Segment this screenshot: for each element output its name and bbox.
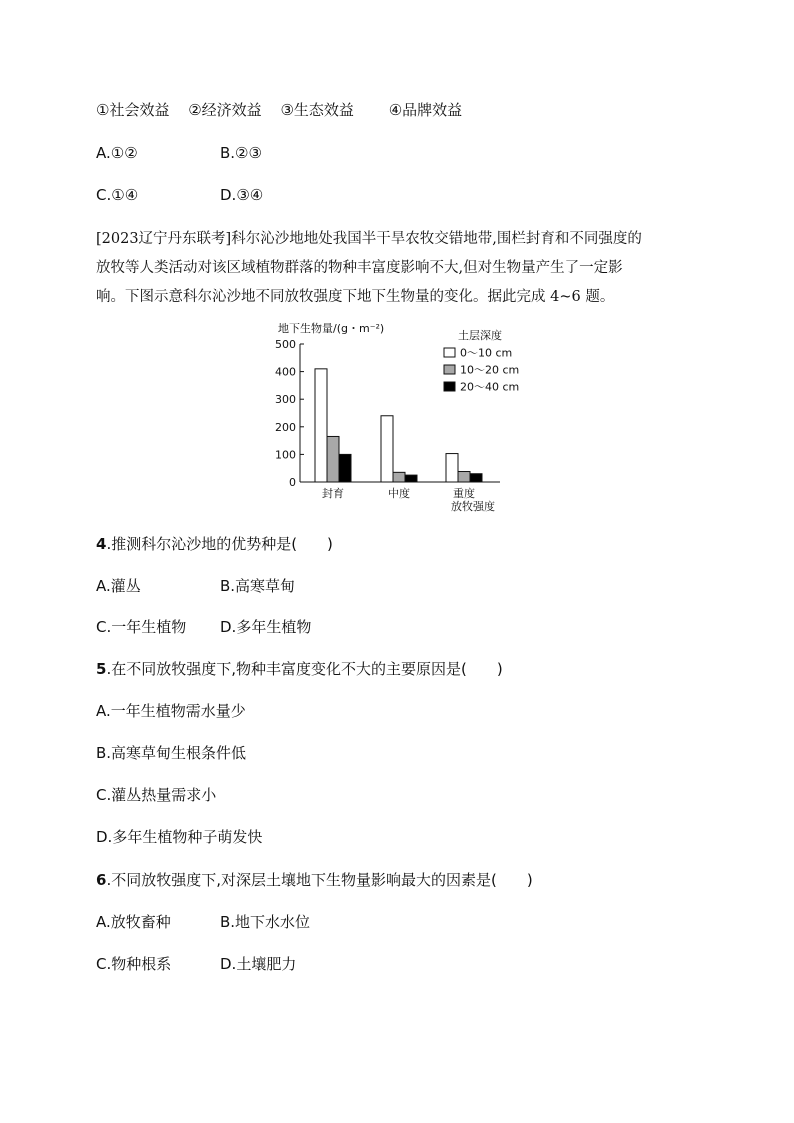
- q4-option-d[interactable]: D.多年生植物: [220, 618, 312, 636]
- q5-text: .在不同放牧强度下,物种丰富度变化不大的主要原因是( ): [106, 660, 503, 678]
- x-category-label: 封育: [322, 487, 344, 500]
- q5-option-d[interactable]: D.多年生植物种子萌发快: [96, 828, 263, 846]
- x-category-label: 重度: [453, 487, 475, 500]
- q5-option-a[interactable]: A.一年生植物需水量少: [96, 702, 246, 720]
- chart-ylabel: 地下生物量/(g・m⁻²): [278, 322, 385, 335]
- x-category-label: 中度: [388, 487, 410, 500]
- q4-option-a[interactable]: A.灌丛: [96, 577, 141, 595]
- bar-3-3: [470, 474, 482, 482]
- prev-item-1: ①社会效益: [96, 101, 170, 119]
- intro-line-2: 放牧等人类活动对该区域植物群落的物种丰富度影响不大,但对生物量产生了一定影: [96, 260, 623, 276]
- prev-option-a[interactable]: A.①②: [96, 144, 138, 162]
- q4-option-c[interactable]: C.一年生植物: [96, 618, 187, 636]
- bar-2-2: [393, 472, 405, 482]
- q5-number: 5: [96, 660, 107, 678]
- q6-option-a[interactable]: A.放牧畜种: [96, 913, 171, 931]
- prev-item-2: ②经济效益: [188, 101, 262, 119]
- prev-item-4: ④品牌效益: [388, 101, 463, 119]
- prev-option-b[interactable]: B.②③: [220, 144, 262, 162]
- q6-option-c[interactable]: C.物种根系: [96, 955, 172, 973]
- legend-swatch-2: [444, 365, 455, 374]
- chart-xlabel: 放牧强度: [451, 500, 495, 513]
- legend-swatch-3: [444, 382, 455, 391]
- q4-text: .推测科尔沁沙地的优势种是( ): [106, 535, 333, 553]
- q6-text: .不同放牧强度下,对深层土壤地下生物量影响最大的因素是( ): [106, 871, 533, 889]
- q4-number: 4: [96, 535, 107, 553]
- q4-stem: [96, 534, 333, 554]
- intro-line-1: [2023辽宁丹东联考]科尔沁沙地地处我国半干旱农牧交错地带,围栏封育和不同强度的: [96, 231, 642, 247]
- biomass-bar-chart: [270, 318, 530, 518]
- bar-2-3: [405, 475, 417, 482]
- legend-label-3: 20～40 cm: [460, 380, 520, 394]
- legend-title: 土层深度: [458, 329, 502, 342]
- intro-paragraph: [96, 225, 696, 312]
- y-tick-label: 0: [289, 476, 296, 489]
- intro-line-3: 响。下图示意科尔沁沙地不同放牧强度下地下生物量的变化。据此完成 4~6 题。: [96, 289, 615, 305]
- bar-3-2: [458, 472, 470, 482]
- q6-stem: [96, 870, 533, 890]
- bar-2-1: [381, 416, 393, 482]
- q6-option-b[interactable]: B.地下水水位: [220, 913, 311, 931]
- y-tick-label: 300: [275, 393, 296, 407]
- prev-option-d[interactable]: D.③④: [220, 186, 264, 204]
- y-tick-label: 500: [275, 338, 296, 351]
- legend-swatch-1: [444, 348, 455, 357]
- q6-option-d[interactable]: D.土壤肥力: [220, 955, 297, 973]
- q5-option-b[interactable]: B.高寒草甸生根条件低: [96, 744, 247, 762]
- y-tick-label: 400: [275, 365, 296, 379]
- bar-1-2: [327, 436, 339, 482]
- legend-label-1: 0～10 cm: [460, 346, 513, 360]
- prev-option-c[interactable]: C.①④: [96, 186, 139, 204]
- prev-question-items: [96, 100, 462, 120]
- q4-option-b[interactable]: B.高寒草甸: [220, 577, 296, 595]
- bar-1-3: [339, 454, 351, 482]
- bar-1-1: [315, 369, 327, 482]
- prev-item-3: ③生态效益: [280, 101, 354, 119]
- q5-stem: [96, 659, 503, 679]
- y-tick-label: 100: [275, 448, 296, 462]
- y-tick-label: 200: [275, 420, 296, 434]
- q6-number: 6: [96, 871, 107, 889]
- legend-label-2: 10～20 cm: [460, 363, 520, 377]
- q5-option-c[interactable]: C.灌丛热量需求小: [96, 786, 217, 804]
- bar-3-1: [446, 454, 458, 482]
